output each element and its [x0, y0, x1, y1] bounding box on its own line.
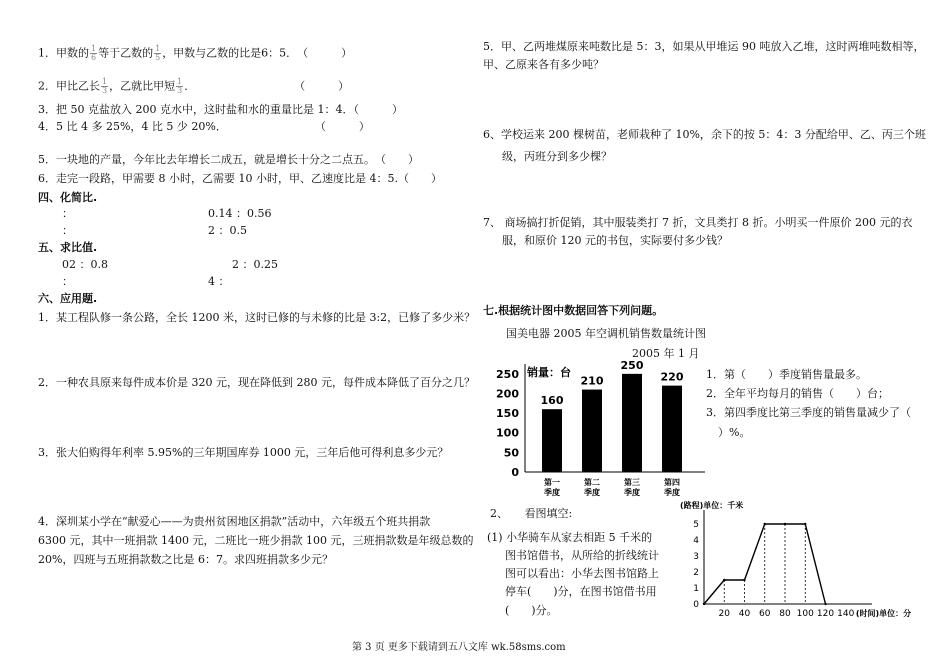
chart-caption: 国美电器 2005 年空调机销售数量统计图 — [506, 327, 706, 340]
q2-text-a: 2．甲比乙长 — [38, 79, 100, 93]
data-point — [723, 579, 725, 581]
word-problem-3: 3．张大伯购得年利率 5.95%的三年期国库券 1000 元，三年后他可得利息多少元？ — [38, 446, 449, 459]
ratio-value-1: 02 ：0.8 — [62, 258, 108, 271]
word-problem-1: 1．某工程队修一条公路，全长 1200 米，这时已修的与未修的比是 3:2，已修了多少米？ — [38, 311, 476, 324]
y-tick-label: 250 — [496, 367, 519, 381]
data-point — [743, 579, 745, 581]
chart-question-3-line1: 3．第四季度比第三季度的销售量减少了（ — [706, 406, 911, 419]
word-problem-7-line1: 7、 商场搞打折促销，其中服装类打 7 折，文具类打 8 折。小明买一件原价 200 元的衣 — [483, 216, 913, 229]
ratio-value-3: ： — [62, 275, 73, 288]
bar-1 — [542, 409, 562, 472]
q1-text-b: 等于乙数的 — [98, 46, 154, 60]
category-label: 季度 — [544, 488, 560, 497]
problem-2-line5: ( )分。 — [505, 604, 558, 617]
q1-text-c: ，甲数与乙数的比是6：5． （ ） — [162, 46, 353, 60]
y-axis-label: (路程)单位：千米 — [680, 501, 744, 510]
bar-value-label: 250 — [620, 358, 644, 372]
word-problem-4-line3: 20%，四班与五班捐款数之比是 6：7。求四班捐款多少元？ — [38, 553, 333, 566]
chart-question-2: 2．全年平均每月的销售（ ）台； — [706, 387, 889, 400]
problem-2-line2: 图书馆借书，从所给的折线统计 — [505, 549, 659, 562]
y-axis-label: 销量：台 — [527, 366, 571, 379]
q2-text-b: ，乙就比甲短 — [109, 79, 176, 93]
category-label: 第四 — [664, 478, 680, 487]
q1-text-a: 1．甲数的 — [38, 46, 89, 60]
fraction-denominator: 3 — [177, 86, 183, 95]
fraction-numerator: 1 — [155, 44, 161, 53]
simplify-ratio-1: ： — [62, 207, 73, 220]
fraction-numerator: 1 — [102, 77, 108, 86]
judge-question-4: 4．5 比 4 多 25%，4 比 5 少 20%． （ ） — [38, 120, 370, 133]
y-tick-label: 2 — [693, 568, 699, 578]
data-point — [804, 523, 806, 525]
data-point — [764, 523, 766, 525]
word-problem-5-line2: 甲、乙原来各有多少吨？ — [483, 58, 604, 71]
distance-line-chart — [676, 496, 912, 624]
x-tick-label: 80 — [779, 609, 791, 619]
fraction-1-6 — [90, 45, 97, 62]
judge-question-2 — [38, 78, 349, 95]
x-axis-label: (时间)单位：分 — [855, 609, 912, 618]
chart-question-1: 1．第（ ）季度销售量最多。 — [706, 368, 867, 381]
simplify-ratio-2: 0.14 ：0.56 — [208, 207, 272, 220]
chart-date: 2005 年 1 月 — [632, 347, 700, 360]
data-point — [784, 523, 786, 525]
category-label: 第三 — [624, 478, 640, 487]
word-problem-6-line1: 6、学校运来 200 棵树苗，老师栽种了 10%，余下的按 5：4：3 分配给甲、乙、丙三个班 — [483, 128, 926, 141]
fraction-numerator: 1 — [177, 77, 183, 86]
judge-question-5: 5．一块地的产量，今年比去年增长二成五，就是增长十分之二点五。 （ ） — [38, 153, 419, 166]
data-point — [824, 603, 826, 605]
sales-bar-chart — [480, 358, 720, 508]
bar-value-label: 220 — [660, 370, 684, 384]
x-tick-label: 120 — [816, 609, 835, 619]
x-tick-label: 20 — [718, 609, 730, 619]
y-tick-label: 5 — [693, 520, 699, 530]
y-tick-label: 150 — [496, 407, 519, 421]
ratio-value-2: 2 ：0.25 — [232, 258, 278, 271]
y-tick-label: 200 — [496, 387, 519, 401]
problem-2-line1: (1) 小华骑车从家去相距 5 千米的 — [487, 531, 653, 544]
chart-question-3-line2: ）%。 — [718, 426, 751, 439]
y-tick-label: 4 — [693, 536, 699, 546]
y-tick-label: 0 — [693, 600, 699, 610]
y-tick-label: 1 — [693, 584, 699, 594]
word-problem-4-line2: 6300 元，其中一班捐款 1400 元，二班比一班少捐款 100 元，三班捐款数是年级总数的 — [38, 534, 474, 547]
page-footer: 第 3 页 更多下载请到五八文库 wk.58sms.com — [352, 642, 566, 653]
y-tick-label: 3 — [693, 552, 699, 562]
judge-question-3: 3．把 50 克盐放入 200 克水中，这时盐和水的重量比是 1：4．（ ） — [38, 103, 403, 116]
fraction-1-3 — [101, 78, 108, 95]
word-problem-4-line1: 4．深圳某小学在“献爱心——为贵州贫困地区捐款”活动中，六年级五个班共捐款 — [38, 515, 431, 528]
bar-value-label: 160 — [540, 394, 564, 408]
bar-4 — [662, 386, 682, 472]
word-problem-2: 2．一种农具原来每件成本价是 320 元，现在降低到 280 元，每件成本降低了百分之几？ — [38, 376, 475, 389]
x-tick-label: 140 — [837, 609, 855, 619]
simplify-ratio-3: ： — [62, 224, 73, 237]
x-tick-label: 100 — [796, 609, 814, 619]
fraction-1-3-b — [176, 78, 183, 95]
simplify-ratio-4: 2 ：0.5 — [208, 224, 247, 237]
bar-2 — [582, 390, 602, 472]
word-problem-7-line2: 服，和原价 120 元的书包，实际要付多少钱？ — [502, 234, 728, 247]
category-label: 第二 — [584, 478, 600, 487]
fraction-numerator: 1 — [91, 44, 97, 53]
x-tick-label: 60 — [759, 609, 771, 619]
ratio-value-4: 4 ： — [208, 275, 230, 288]
category-label: 季度 — [584, 488, 600, 497]
bar-value-label: 210 — [580, 374, 604, 388]
category-label: 季度 — [664, 488, 680, 497]
section-simplify-ratio: 四、化简比. — [38, 191, 98, 204]
fraction-denominator: 3 — [102, 86, 108, 95]
judge-question-1 — [38, 45, 352, 62]
fraction-denominator: 5 — [155, 53, 161, 62]
x-tick-label: 40 — [738, 609, 751, 619]
section-ratio-value: 五、求比值. — [38, 241, 98, 254]
fraction-denominator: 6 — [91, 53, 97, 62]
category-label: 第一 — [544, 478, 560, 487]
y-tick-label: 0 — [511, 466, 519, 479]
category-label: 季度 — [624, 488, 640, 497]
word-problem-6-line2: 级，丙班分到多少棵？ — [502, 150, 612, 163]
section-word-problems: 六、应用题. — [38, 292, 98, 305]
y-tick-label: 50 — [503, 446, 519, 460]
fraction-1-5 — [154, 45, 161, 62]
problem-2-title: 2、 看图填空: — [490, 507, 573, 520]
section-statistics: 七.根据统计图中数据回答下列问题。 — [483, 304, 664, 317]
bar-3 — [622, 374, 642, 472]
problem-2-line4: 停车( )分，在图书馆借书用 — [505, 585, 657, 598]
word-problem-5-line1: 5．甲、乙两堆煤原来吨数比是 5：3，如果从甲堆运 90 吨放入乙堆，这时两堆吨数相等， — [483, 40, 925, 53]
data-point — [703, 603, 705, 605]
problem-2-line3: 图可以看出：小华去图书馆路上 — [505, 567, 659, 580]
judge-question-6: 6．走完一段路，甲需要 8 小时，乙需要 10 小时，甲、乙速度比是 4：5.（ ） — [38, 172, 442, 185]
y-tick-label: 100 — [496, 426, 519, 440]
q2-text-c: ． （ ） — [184, 79, 350, 93]
